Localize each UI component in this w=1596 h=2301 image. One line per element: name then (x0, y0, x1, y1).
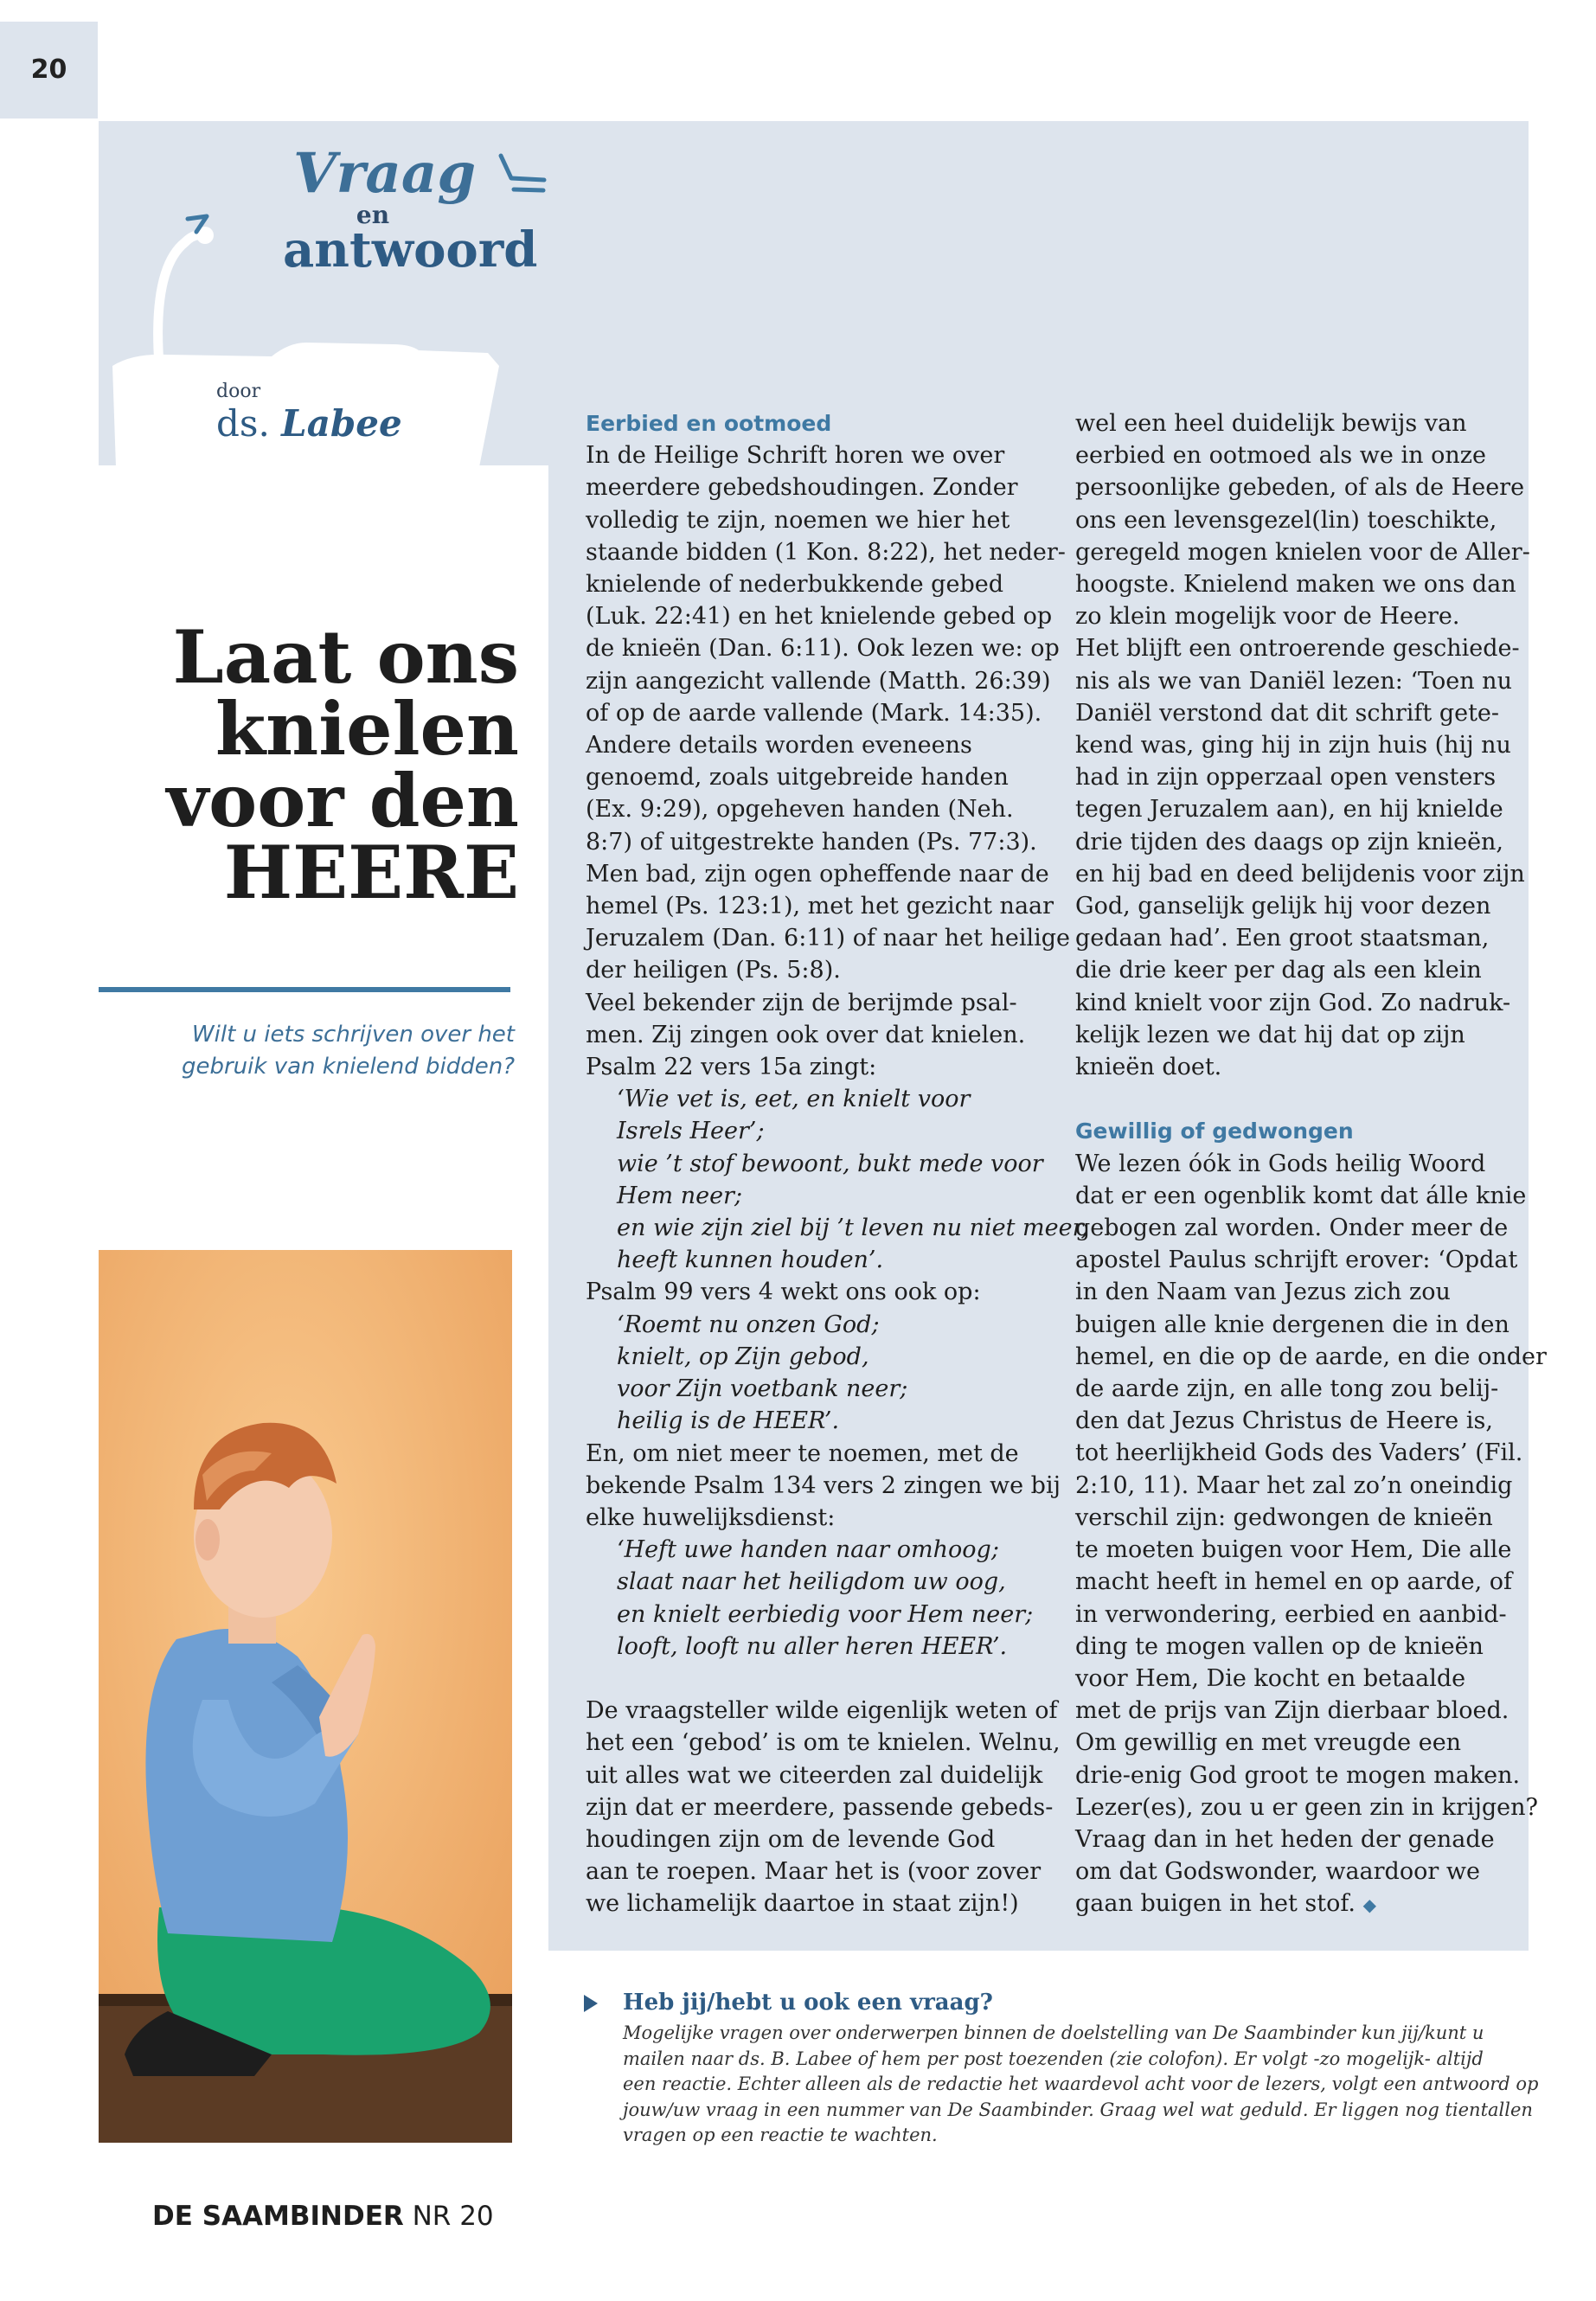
text-line: macht heeft in hemel en op aarde, of (1075, 1568, 1513, 1596)
text-line: God, ganselijk gelijk hij voor dezen (1075, 893, 1491, 920)
text-line: met de prijs van Zijn dierbaar bloed. (1075, 1697, 1509, 1725)
text-line: de knieën (Dan. 6:11). Ook lezen we: op (586, 635, 1060, 663)
logo-en: en (356, 201, 390, 229)
text-line: tegen Jeruzalem aan), en hij knielde (1075, 796, 1503, 824)
text-line: En, om niet meer te noemen, met de (586, 1439, 1019, 1467)
text-line: drie-enig God groot te mogen maken. (1075, 1761, 1521, 1789)
quote-line: ‘Roemt nu onzen God; (617, 1311, 880, 1338)
quote-line: ‘Wie vet is, eet, en knielt voor (617, 1086, 971, 1113)
article-lead (147, 1019, 515, 1083)
triangle-right-icon (584, 1995, 598, 2012)
page-number: 20 (30, 54, 67, 85)
text-line: verschil zijn: gedwongen de knieën (1075, 1503, 1493, 1531)
quote-line: voor Zijn voetbank neer; (617, 1375, 908, 1403)
text-line: kend was, ging hij in zijn huis (hij nu (1075, 732, 1511, 760)
text-line: aan te roepen. Maar het is (voor zover (586, 1858, 1042, 1886)
quote-line: heilig is de HEER’. (617, 1407, 840, 1435)
quote-line: Hem neer; (617, 1182, 743, 1209)
text-line: houdingen zijn om de levende God (586, 1825, 996, 1853)
text-line: (Ex. 9:29), opgeheven handen (Neh. (586, 796, 1014, 824)
text-line: in verwondering, eerbied en aanbid- (1075, 1600, 1507, 1628)
text-line: de aarde zijn, en alle tong zou belij- (1075, 1375, 1499, 1403)
text-line: Psalm 22 vers 15a zingt: (586, 1054, 877, 1081)
quote-line: heeft kunnen houden’. (617, 1247, 884, 1274)
praying-child-photo (99, 1250, 512, 2143)
text-line: had in zijn opperzaal open vensters (1075, 764, 1497, 792)
psalm-quote (586, 1083, 1089, 1276)
text-line: volledig te zijn, noemen we hier het (586, 506, 1010, 534)
microphone-icon (158, 235, 202, 365)
text-line: Psalm 99 vers 4 wekt ons ook op: (586, 1279, 981, 1306)
headline-line: knielen (215, 686, 519, 772)
logo-vraag: Vraag (293, 141, 477, 206)
text-line: der heiligen (Ps. 5:8). (586, 957, 841, 984)
text-line: bekende Psalm 134 vers 2 zingen we bij (586, 1471, 1061, 1499)
text-line: nis als we van Daniël lezen: ‘Toen nu (1075, 667, 1512, 695)
text-line: We lezen óók in Gods heilig Woord (1075, 1150, 1486, 1177)
text-line: 8:7) of uitgestrekte handen (Ps. 77:3). (586, 828, 1037, 856)
magazine-name: DE SAAMBINDER (152, 2201, 404, 2232)
author-name (216, 402, 402, 445)
article-headline (112, 614, 519, 915)
text-line: genoemd, zoals uitgebreide handen (586, 764, 1009, 792)
closing-line (1075, 1888, 1516, 1921)
text-line: apostel Paulus schrijft erover: ‘Opdat (1075, 1247, 1518, 1274)
text-line: uit alles wat we citeerden zal duidelijk (586, 1761, 1043, 1789)
logo-antwoord: antwoord (283, 221, 538, 279)
text-line: staande bidden (1 Kon. 8:22), het neder- (586, 538, 1066, 566)
section-heading: Eerbied en ootmoed (586, 411, 832, 436)
quote-line: wie ’t stof bewoont, bukt mede voor (617, 1150, 1043, 1177)
text-line: geregeld mogen knielen voor de Aller- (1075, 538, 1530, 566)
speech-mark-icon (501, 156, 544, 180)
quote-line: knielt, op Zijn gebod, (617, 1343, 869, 1370)
text-line: jouw/uw vraag in een nummer van De Saambinder. Graag wel wat geduld. Er liggen nog tientallen (623, 2099, 1533, 2120)
text-line: persoonlijke gebeden, of als de Heere (1075, 474, 1525, 502)
text-line: hemel, en die op de aarde, en die onder (1075, 1343, 1547, 1370)
text-line: zijn dat er meerdere, passende gebeds- (586, 1793, 1054, 1821)
paragraph (1075, 1148, 1547, 1888)
last-line-text: gaan buigen in het stof. (1075, 1890, 1356, 1918)
text-line: kelijk lezen we dat hij dat op zijn (1075, 1021, 1465, 1048)
text-line: voor Hem, Die kocht en betaalde (1075, 1664, 1466, 1692)
headline-line: voor den (166, 758, 519, 843)
text-line: ding te mogen vallen op de knieën (1075, 1632, 1484, 1660)
text-line: Men bad, zijn ogen opheffende naar de (586, 860, 1049, 888)
psalm-quote (586, 1534, 1057, 1663)
text-line: dat er een ogenblik komt dat álle knie (1075, 1182, 1527, 1209)
quote-line: en wie zijn ziel bij ’t leven nu niet meer, (617, 1215, 1089, 1242)
text-line: tot heerlijkheid Gods des Vaders’ (Fil. (1075, 1439, 1523, 1467)
text-line: Veel bekender zijn de berijmde psal- (586, 989, 1017, 1016)
paragraph (586, 1276, 1057, 1308)
text-line: buigen alle knie dergenen die in den (1075, 1311, 1509, 1338)
paragraph (1075, 407, 1530, 1083)
paragraph (586, 1438, 1061, 1535)
text-line: Om gewillig en met vreugde een (1075, 1729, 1462, 1757)
quote-line: looft, looft nu aller heren HEER’. (617, 1632, 1008, 1660)
headline-line: Laat ons (172, 614, 519, 700)
text-line: drie tijden des daags op zijn knieën, (1075, 828, 1504, 856)
text-line: Mogelijke vragen over onderwerpen binnen de doelstelling van De Saambinder kun jij/kunt u (623, 2022, 1484, 2043)
text-line: ons een levensgezel(lin) toeschikte, (1075, 506, 1497, 534)
text-line: zijn aangezicht vallende (Matth. 26:39) (586, 667, 1051, 695)
section-heading: Gewillig of gedwongen (1075, 1118, 1354, 1144)
text-line: gebogen zal worden. Onder meer de (1075, 1215, 1509, 1242)
text-line: we lichamelijk daartoe in staat zijn!) (586, 1890, 1019, 1918)
quote-line: ‘Heft uwe handen naar omhoog; (617, 1536, 999, 1564)
text-line: gedaan had’. Een groot staatsman, (1075, 925, 1490, 952)
page-footer (152, 2201, 494, 2232)
text-line: men. Zij zingen ook over dat knielen. (586, 1021, 1026, 1048)
end-mark-icon: ◆ (1362, 1894, 1376, 1916)
text-line: (Luk. 22:41) en het knielende gebed op (586, 603, 1053, 631)
text-line: mailen naar ds. B. Labee of hem per post toezenden (zie colofon). Er volgt -zo mogelijk- altijd (623, 2048, 1484, 2069)
text-line: den dat Jezus Christus de Heere is, (1075, 1407, 1493, 1435)
quote-line: Isrels Heer’; (617, 1118, 765, 1145)
text-line: 2:10, 11). Maar het zal zo’n oneindig (1075, 1471, 1513, 1499)
text-line: die drie keer per dag als een klein (1075, 957, 1482, 984)
text-line: knielende of nederbukkende gebed (586, 571, 1003, 599)
text-line: kind knielt voor zijn God. Zo nadruk- (1075, 989, 1511, 1016)
paragraph (586, 1695, 1061, 1920)
text-line: hemel (Ps. 123:1), met het gezicht naar (586, 893, 1054, 920)
text-line: wel een heel duidelijk bewijs van (1075, 410, 1467, 437)
text-line: Lezer(es), zou u er geen zin in krijgen? (1075, 1793, 1539, 1821)
text-line: hoogste. Knielend maken we ons dan (1075, 571, 1516, 599)
text-line: Jeruzalem (Dan. 6:11) of naar het heilige (586, 925, 1071, 952)
text-line: elke huwelijksdienst: (586, 1503, 836, 1531)
text-line: zo klein mogelijk voor de Heere. (1075, 603, 1460, 631)
text-line: Het blijft een ontroerende geschiede- (1075, 635, 1520, 663)
text-line: eerbied en ootmoed als we in onze (1075, 442, 1486, 470)
text-line: en hij bad en deed belijdenis voor zijn (1075, 860, 1525, 888)
psalm-quote (586, 1309, 1057, 1438)
text-line: Daniël verstond dat dit schrift gete- (1075, 699, 1500, 727)
text-line: een reactie. Echter alleen als de redactie het waardevol acht voor de lezers, volgt een antwoord op (623, 2073, 1539, 2094)
headline-divider (99, 987, 510, 992)
article-column-2 (1075, 407, 1547, 1922)
text-line: te moeten buigen voor Hem, Die alle (1075, 1536, 1512, 1564)
text-line: knieën doet. (1075, 1054, 1222, 1081)
headline-line: HEERE (223, 830, 519, 915)
author-surname: Labee (281, 402, 402, 445)
author-title: ds. (216, 402, 270, 445)
text-line: om dat Godswonder, waardoor we (1075, 1858, 1480, 1886)
text-line: Vraag dan in het heden der genade (1075, 1825, 1495, 1853)
issue-number: NR 20 (412, 2201, 494, 2232)
text-line: De vraagsteller wilde eigenlijk weten of (586, 1697, 1058, 1725)
article-column-1 (586, 407, 1089, 1920)
callout-body (623, 2021, 1566, 2149)
text-line: meerdere gebedshoudingen. Zonder (586, 474, 1018, 502)
quote-line: slaat naar het heiligdom uw oog, (617, 1568, 1006, 1596)
text-line: in den Naam van Jezus zich zou (1075, 1279, 1451, 1306)
paragraph (586, 439, 1071, 1083)
lead-line: gebruik van knielend bidden? (181, 1054, 515, 1080)
byline-prefix: door (216, 381, 261, 402)
quote-line: en knielt eerbiedig voor Hem neer; (617, 1600, 1034, 1628)
text-line: het een ‘gebod’ is om te knielen. Welnu, (586, 1729, 1061, 1757)
callout-title: Heb jij/hebt u ook een vraag? (623, 1990, 993, 2016)
text-line: In de Heilige Schrift horen we over (586, 442, 1005, 470)
byline (216, 381, 402, 445)
text-line: of op de aarde vallende (Mark. 14:35). (586, 699, 1042, 727)
text-line: vragen op een reactie te wachten. (623, 2125, 938, 2145)
lead-line: Wilt u iets schrijven over het (191, 1022, 515, 1048)
text-line: Andere details worden eveneens (586, 732, 972, 760)
